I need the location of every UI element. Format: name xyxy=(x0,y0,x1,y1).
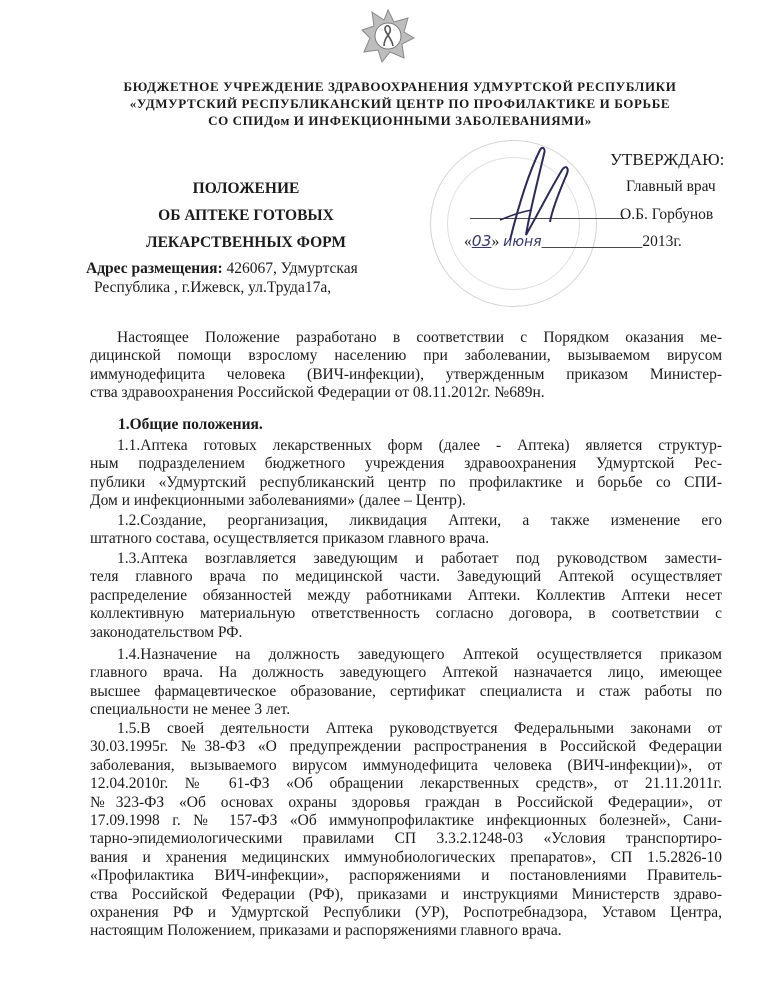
intro-paragraph xyxy=(90,329,722,403)
approver-position: Главный врач xyxy=(626,178,716,195)
text-line: 1.2.Создание, реорганизация, ликвидация Аптеки, а также изменение его xyxy=(117,512,722,529)
text-line: вания и хранения медицинских иммунобиологических препаратов», СП 1.5.2826-10 xyxy=(90,848,722,866)
address-value-1: 426067, Удмуртская xyxy=(222,260,358,277)
section-heading: 1.Общие положения. xyxy=(118,416,263,433)
text-line: иммунодефицита человека (ВИЧ-инфекции), утвержденным приказом Министер- xyxy=(90,365,722,383)
text-line: «Профилактика ВИЧ-инфекции», распоряжениями и постановлениями Правитель- xyxy=(90,867,722,885)
text-line: заболевания, вызываемого вирусом иммунодефицита человека (ВИЧ-инфекции)», от xyxy=(90,756,722,774)
text-line: 1.3.Аптека возглавляется заведующим и работает под руководством замести- xyxy=(117,550,722,567)
paragraph-1-3 xyxy=(90,550,722,642)
signature-blank: ____________________ xyxy=(470,204,625,221)
paragraph-1-5 xyxy=(90,720,722,941)
org-name-line-1: БЮДЖЕТНОЕ УЧРЕЖДЕНИЕ ЗДРАВООХРАНЕНИЯ УДМУРТСКОЙ РЕСПУБЛИКИ xyxy=(123,79,677,94)
approve-label: УТВЕРЖДАЮ: xyxy=(610,150,725,169)
paragraph-1-1 xyxy=(90,437,722,511)
text-line: теля главного врача по медицинской части. Заведующий Аптекой осуществляет xyxy=(90,568,722,586)
doc-title-line-3: ЛЕКАРСТВЕННЫХ ФОРМ xyxy=(146,234,346,251)
text-line: 12.04.2010г. № 61-ФЗ «Об обращении лекарственных средств», от 21.11.2011г. xyxy=(90,775,722,793)
paragraph-1-4 xyxy=(90,646,722,720)
text-line: Дом и инфекционными заболеваниями» (далее – Центр). xyxy=(90,492,466,510)
date-year: _____________2013г. xyxy=(541,233,682,250)
address-line-1 xyxy=(86,260,358,278)
text-line: 1.5.В своей деятельности Аптека руководствуется Федеральными законами от xyxy=(117,720,722,737)
text-line: ным подразделением бюджетного учреждения здравоохранения Удмуртской Рес- xyxy=(90,455,722,473)
doc-title-line-2: ОБ АПТЕКЕ ГОТОВЫХ xyxy=(158,207,334,224)
org-name-line-3: СО СПИДом И ИНФЕКЦИОННЫМИ ЗАБОЛЕВАНИЯМИ» xyxy=(208,113,592,128)
date-open-quote: « xyxy=(464,233,472,250)
approver-name: О.Б. Горбунов xyxy=(620,206,714,223)
text-line: 1.4.Назначение на должность заведующего Аптекой осуществляется приказом xyxy=(117,646,722,663)
text-line: дицинской помощи взрослому населению при заболевании, вызываемом вирусом xyxy=(90,347,722,365)
handwritten-signature xyxy=(480,140,600,250)
date-day: 03 xyxy=(471,232,492,250)
text-line: специальности не менее 3 лет. xyxy=(90,701,291,719)
text-line: настоящим Положением, приказами и распоряжениями главного врача. xyxy=(90,922,562,940)
address-label: Адрес размещения: xyxy=(86,260,223,277)
emblem-icon xyxy=(360,8,416,64)
paragraph-1-2 xyxy=(90,512,722,549)
text-line: 1.1.Аптека готовых лекарственных форм (далее - Аптека) является структур- xyxy=(117,437,722,454)
text-line: ства Российской Федерации (РФ), приказами и инструкциями Министерств здраво- xyxy=(90,885,722,903)
date-month: июня xyxy=(503,234,542,250)
text-line: тарно-эпидемиологическими правилами СП 3.3.2.1248-03 «Условия транспортиро- xyxy=(90,830,722,848)
text-line: высшее фармацевтическое образование, сертификат специалиста и стаж работы по xyxy=(90,682,722,700)
text-line: ства здравоохранения Российской Федерации от 08.11.2012г. №689н. xyxy=(90,384,545,402)
date-close-quote: » xyxy=(491,233,500,250)
text-line: штатного состава, осуществляется приказом главного врача. xyxy=(90,530,490,548)
text-line: №323-ФЗ «Об основах охраны здоровья граждан в Российской Федерации», от xyxy=(90,793,722,811)
text-line: коллективную материальную ответственность согласно договора, в соответствии с xyxy=(90,605,722,623)
text-line: 30.03.1995г. №38-ФЗ «О предупреждении распространения в Российской Федерации xyxy=(90,738,722,756)
text-line: охранения РФ и Удмуртской Республики (УР), Роспотребнадзора, Уставом Центра, xyxy=(90,904,722,922)
text-line: публики «Удмуртский республиканский центр по профилактике и борьбе со СПИ- xyxy=(90,473,722,491)
text-line: Настоящее Положение разработано в соответствии с Порядком оказания ме- xyxy=(117,329,722,346)
text-line: распределение обязанностей между работниками Аптеки. Коллектив Аптеки несет xyxy=(90,586,722,604)
org-name-line-2: «УДМУРТСКИЙ РЕСПУБЛИКАНСКИЙ ЦЕНТР ПО ПРОФИЛАКТИКЕ И БОРЬБЕ xyxy=(129,96,671,111)
text-line: законодательством РФ. xyxy=(90,623,243,641)
text-line: 17.09.1998 г. № 157-ФЗ «Об иммунопрофилактике инфекционных болезней», Сани- xyxy=(90,812,722,830)
text-line: главного врача. На должность заведующего Аптекой назначается лицо, имеющее xyxy=(90,664,722,682)
address-line-2: Республика , г.Ижевск, ул.Труда17а, xyxy=(94,279,332,296)
doc-title-line-1: ПОЛОЖЕНИЕ xyxy=(192,180,300,197)
